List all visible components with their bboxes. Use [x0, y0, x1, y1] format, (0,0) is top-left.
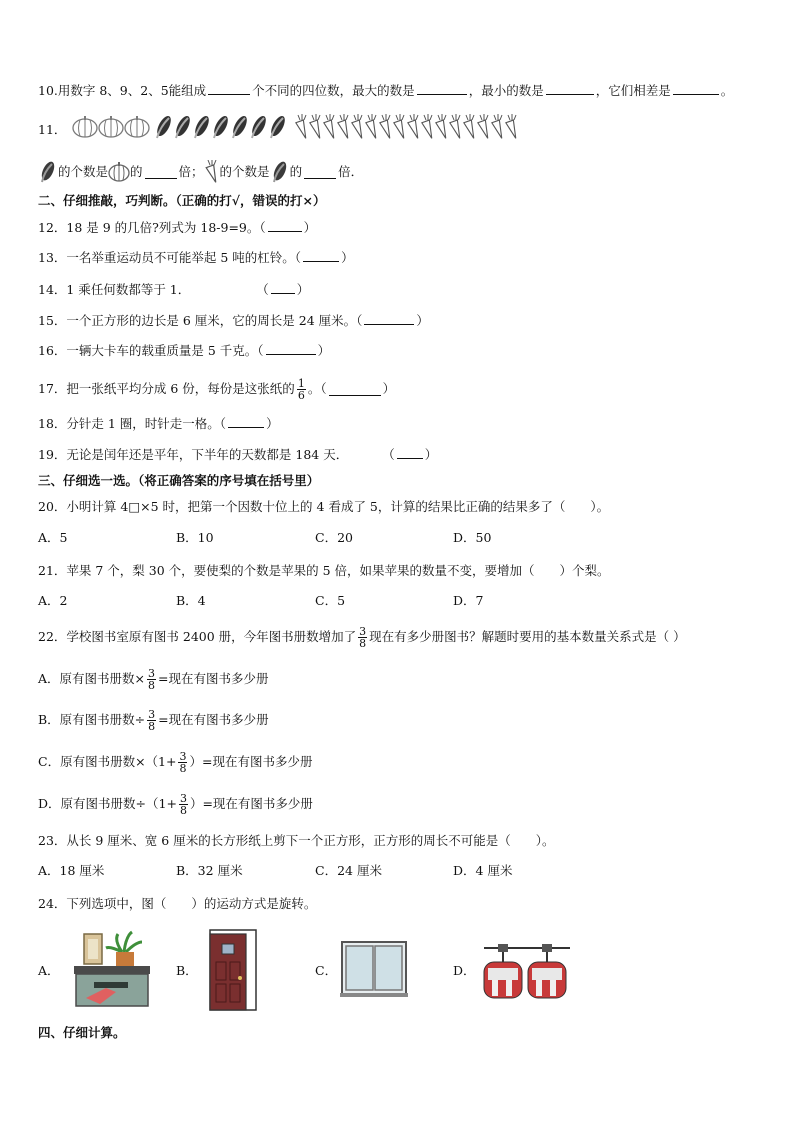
fraction: $\frac{3}{8}$: [179, 791, 187, 817]
answer-blank[interactable]: [397, 446, 423, 459]
carrot-icon: [407, 114, 421, 140]
question-17: 17．把一张纸平均分成 6 份，每份是这张纸的 $\frac{1}{6}$ 。（ ）: [38, 376, 396, 402]
carrot-icon: [337, 114, 351, 140]
question-23: 23．从长 9 厘米、宽 6 厘米的长方形纸上剪下一个正方形，正方形的周长不可能是（ ）。: [38, 833, 555, 848]
corn-icon: [173, 114, 192, 140]
answer-blank[interactable]: [673, 82, 719, 95]
corn-icon: [211, 114, 230, 140]
option-c[interactable]: C．原有图书册数×（1+ $\frac{3}{8}$ ）=现在有图书多少册: [38, 749, 313, 775]
question-11-text: 的个数是 的 倍； 的个数是 的 倍．: [38, 160, 363, 184]
fraction: $\frac{3}{8}$: [148, 707, 156, 733]
answer-blank[interactable]: [303, 249, 339, 262]
section-2-heading: 二、仔细推敲，巧判断。（正确的打√，错误的打×）: [38, 193, 326, 208]
corn-icon: [230, 114, 249, 140]
answer-blank[interactable]: [268, 219, 302, 232]
question-13: 13．一名举重运动员不可能举起 5 吨的杠铃。（ ）: [38, 250, 354, 265]
answer-blank[interactable]: [266, 342, 316, 355]
window-picture[interactable]: [340, 940, 408, 998]
question-14: 14．1 乘任何数都等于 1． （ ）: [38, 282, 310, 297]
corn-group: [154, 114, 287, 144]
question-18: 18．分针走 1 圈，时针走一格。（ ）: [38, 416, 279, 431]
answer-blank[interactable]: [364, 312, 414, 325]
carrot-icon: [421, 114, 435, 140]
pumpkin-icon: [108, 162, 130, 182]
carrot-icon: [365, 114, 379, 140]
answer-blank[interactable]: [304, 166, 336, 179]
carrot-icon: [351, 114, 365, 140]
option-c[interactable]: C．5: [315, 593, 346, 608]
pumpkin-icon: [98, 116, 124, 138]
section-4-heading: 四、仔细计算。: [38, 1025, 126, 1040]
corn-icon: [154, 114, 173, 140]
question-12: 12．18 是 9 的几倍?列式为 18-9=9。（ ）: [38, 220, 317, 235]
corn-icon: [192, 114, 211, 140]
question-11-icons: 11．: [38, 116, 519, 142]
corn-icon: [270, 160, 290, 184]
option-c[interactable]: C．24 厘米: [315, 863, 382, 878]
option-d[interactable]: D．4 厘米: [453, 863, 513, 878]
question-22: 22．学校图书室原有图书 2400 册，今年图书册数增加了 $\frac{3}{8}$ 现在有多少册图书？解题时要用的基本数量关系式是（ ）: [38, 624, 686, 650]
question-24: 24．下列选项中，图（ ）的运动方式是旋转。: [38, 896, 317, 911]
option-b[interactable]: B．原有图书册数÷ $\frac{3}{8}$ =现在有图书多少册: [38, 707, 269, 733]
option-a[interactable]: A．5: [38, 530, 68, 545]
carrot-icon: [449, 114, 463, 140]
option-c[interactable]: C．20: [315, 530, 353, 545]
carrot-icon: [463, 114, 477, 140]
option-a[interactable]: A．原有图书册数× $\frac{3}{8}$ =现在有图书多少册: [38, 666, 269, 692]
answer-blank[interactable]: [546, 82, 594, 95]
pumpkin-group: [72, 116, 150, 142]
answer-blank[interactable]: [145, 166, 177, 179]
question-21: 21．苹果 7 个，梨 30 个，要使梨的个数是苹果的 5 倍，如果苹果的数量不变，要增加（ ）个梨。: [38, 563, 610, 578]
fraction: $\frac{3}{8}$: [359, 624, 367, 650]
drawer-plant-picture[interactable]: [70, 930, 152, 1008]
carrot-icon: [379, 114, 393, 140]
pumpkin-icon: [124, 116, 150, 138]
carrot-icon: [491, 114, 505, 140]
option-d[interactable]: D．50: [453, 530, 492, 545]
question-20: 20．小明计算 4□×5 时，把第一个因数十位上的 4 看成了 5，计算的结果比正确的结果多了（ ）。: [38, 499, 610, 514]
carrot-icon: [435, 114, 449, 140]
answer-blank[interactable]: [228, 415, 264, 428]
option-b[interactable]: B．4: [176, 593, 206, 608]
option-a[interactable]: A．: [38, 963, 60, 978]
carrot-icon: [393, 114, 407, 140]
option-d[interactable]: D．: [453, 963, 476, 978]
question-15: 15．一个正方形的边长是 6 厘米，它的周长是 24 厘米。（ ）: [38, 313, 429, 328]
option-d[interactable]: D．原有图书册数÷（1+ $\frac{3}{8}$ ）=现在有图书多少册: [38, 791, 313, 817]
corn-icon: [38, 160, 58, 184]
door-picture[interactable]: [208, 928, 258, 1012]
carrot-icon: [323, 114, 337, 140]
carrot-icon: [477, 114, 491, 140]
option-b[interactable]: B．32 厘米: [176, 863, 243, 878]
question-19: 19．无论是闰年还是平年，下半年的天数都是 184 天． （ ）: [38, 447, 438, 462]
option-a[interactable]: A．2: [38, 593, 68, 608]
option-d[interactable]: D．7: [453, 593, 484, 608]
answer-blank[interactable]: [417, 82, 467, 95]
carrot-icon: [204, 160, 220, 184]
fraction: $\frac{1}{6}$: [297, 376, 305, 402]
option-a[interactable]: A．18 厘米: [38, 863, 105, 878]
answer-blank[interactable]: [208, 82, 250, 95]
answer-blank[interactable]: [329, 383, 381, 396]
answer-blank[interactable]: [271, 281, 295, 294]
fraction: $\frac{3}{8}$: [148, 666, 156, 692]
carrot-icon: [309, 114, 323, 140]
carrot-icon: [295, 114, 309, 140]
carrot-group: [295, 114, 519, 144]
section-3-heading: 三、仔细选一选。（将正确答案的序号填在括号里）: [38, 473, 320, 488]
cable-car-picture[interactable]: [480, 940, 574, 1002]
question-16: 16．一辆大卡车的载重质量是 5 千克。（ ）: [38, 343, 331, 358]
carrot-icon: [505, 114, 519, 140]
option-c[interactable]: C．: [315, 963, 338, 978]
option-b[interactable]: B．: [176, 963, 198, 978]
fraction: $\frac{3}{8}$: [179, 749, 187, 775]
pumpkin-icon: [72, 116, 98, 138]
corn-icon: [268, 114, 287, 140]
option-b[interactable]: B．10: [176, 530, 214, 545]
question-10: 10.用数字 8、9、2、5能组成 个不同的四位数，最大的数是 ，最小的数是 ，它们相差是 。: [38, 83, 734, 98]
corn-icon: [249, 114, 268, 140]
